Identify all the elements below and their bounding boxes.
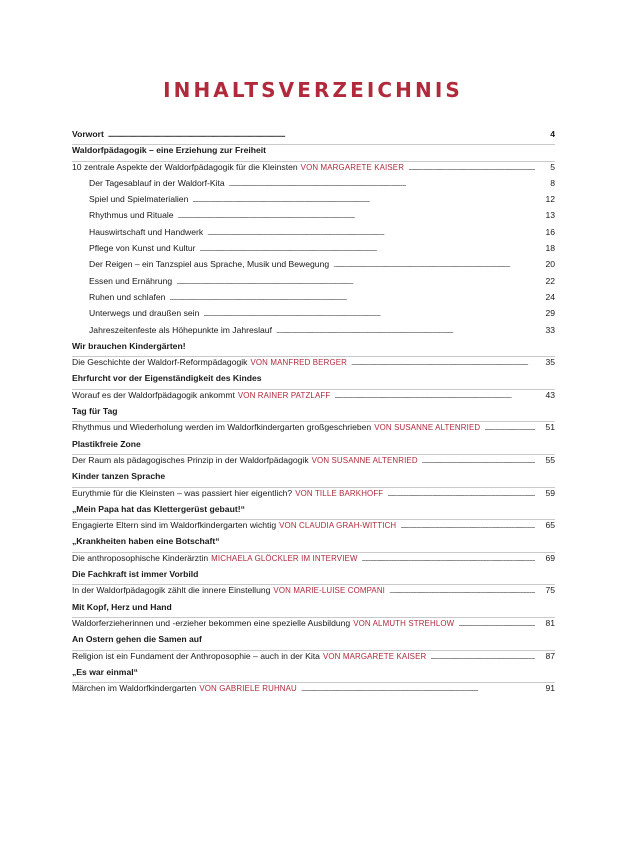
toc-entry — [72, 129, 555, 145]
toc-entry-title: Waldorferzieherinnen und -erzieher bekommen eine spezielle Ausbildung — [72, 617, 351, 628]
toc-entry-page: 81 — [545, 617, 555, 628]
toc-entry-title: Der Reigen – ein Tanzspiel aus Sprache, Musik und Bewegung — [89, 259, 330, 270]
toc-entry-page: 69 — [545, 552, 555, 563]
toc-entry-title: Rhythmus und Rituale — [89, 210, 174, 221]
toc-entry — [72, 210, 555, 226]
toc-entry — [72, 569, 555, 585]
table-of-contents — [72, 129, 555, 699]
dot-leader — [178, 211, 535, 220]
toc-entry — [72, 357, 555, 373]
toc-entry — [72, 178, 555, 194]
toc-entry-title: Ruhen und schlafen — [89, 291, 166, 302]
dot-leader — [351, 358, 535, 367]
toc-entry — [72, 618, 555, 634]
toc-entry-title: „Es war einmal“ — [72, 666, 138, 677]
dot-leader — [229, 179, 535, 188]
toc-entry-page: 33 — [545, 324, 555, 335]
toc-entry — [72, 276, 555, 292]
toc-entry-author: VON MARGARETE KAISER — [322, 651, 427, 661]
toc-entry-title: Jahreszeitenfeste als Höhepunkte im Jahreslauf — [89, 324, 272, 335]
toc-entry-title: Spiel und Spielmaterialien — [89, 194, 189, 205]
toc-entry-author: VON TILLE BARKHOFF — [295, 488, 384, 498]
dot-leader — [458, 619, 535, 628]
toc-entry-page: 12 — [545, 194, 555, 205]
toc-entry — [72, 406, 555, 422]
toc-entry-title: „Mein Papa hat das Klettergerüst gebaut!“ — [72, 503, 245, 514]
toc-entry-page: 16 — [545, 226, 555, 237]
dot-leader — [203, 309, 535, 318]
toc-entry-author: VON GABRIELE RUHNAU — [199, 684, 297, 694]
toc-entry — [72, 373, 555, 389]
toc-entry-title: Wir brauchen Kindergärten! — [72, 340, 186, 351]
toc-entry — [72, 683, 555, 699]
toc-entry-title: Rhythmus und Wiederholung werden im Waldorfkindergarten großgeschrieben — [72, 422, 372, 433]
dot-leader — [200, 244, 535, 253]
dot-leader — [484, 423, 535, 432]
dot-leader — [430, 652, 535, 661]
toc-entry-page: 75 — [545, 585, 555, 596]
toc-entry-title: Die Geschichte der Waldorf-Reformpädagogik — [72, 357, 248, 368]
dot-leader — [169, 293, 535, 302]
toc-entry — [72, 292, 555, 308]
dot-leader — [334, 391, 535, 400]
toc-entry-page: 18 — [545, 243, 555, 254]
toc-entry-title: Der Tagesablauf in der Waldorf-Kita — [89, 177, 225, 188]
dot-leader — [108, 130, 535, 139]
toc-entry — [72, 504, 555, 520]
toc-entry-author: VON RAINER PATZLAFF — [237, 390, 331, 400]
toc-entry-page: 13 — [545, 210, 555, 221]
toc-entry-page: 59 — [545, 487, 555, 498]
toc-entry — [72, 308, 555, 324]
toc-entry — [72, 455, 555, 471]
toc-entry-title: Religion ist ein Fundament der Anthroposophie – auch in der Kita — [72, 650, 320, 661]
dot-leader — [387, 489, 535, 498]
toc-entry-title: Waldorfpädagogik – eine Erziehung zur Freiheit — [72, 145, 267, 156]
toc-entry-title: Worauf es der Waldorfpädagogik ankommt — [72, 389, 235, 400]
toc-entry-author: VON MARIE-LUISE COMPANI — [273, 586, 386, 596]
toc-entry — [72, 536, 555, 552]
toc-entry-title: Hauswirtschaft und Handwerk — [89, 226, 204, 237]
toc-entry-title: Die Fachkraft ist immer Vorbild — [72, 569, 199, 580]
toc-entry-title: Tag für Tag — [72, 406, 118, 417]
toc-entry-page: 65 — [545, 520, 555, 531]
dot-leader — [400, 521, 535, 530]
toc-entry-title: Pflege von Kunst und Kultur — [89, 243, 196, 254]
dot-leader — [408, 163, 535, 172]
dot-leader — [301, 684, 535, 693]
toc-entry-page: 55 — [545, 454, 555, 465]
dot-leader — [362, 554, 535, 563]
toc-entry-author: VON MARGARETE KAISER — [300, 162, 405, 172]
dot-leader — [192, 195, 535, 204]
dot-leader — [176, 277, 535, 286]
toc-entry-author: VON SUSANNE ALTENRIED — [374, 423, 481, 433]
toc-entry-title: In der Waldorfpädagogik zählt die innere Einstellung — [72, 585, 271, 596]
toc-entry-title: An Ostern gehen die Samen auf — [72, 634, 202, 645]
toc-entry-title: Der Raum als pädagogisches Prinzip in der Waldorfpädagogik — [72, 454, 309, 465]
dot-leader — [333, 260, 535, 269]
toc-entry — [72, 145, 555, 161]
toc-entry — [72, 243, 555, 259]
toc-entry-page: 43 — [545, 389, 555, 400]
toc-entry — [72, 162, 555, 178]
toc-entry-page: 35 — [545, 357, 555, 368]
toc-entry — [72, 390, 555, 406]
toc-entry-page: 51 — [545, 422, 555, 433]
page-title: INHALTSVERZEICHNIS — [163, 78, 463, 102]
toc-entry-title: „Krankheiten haben eine Botschaft“ — [72, 536, 220, 547]
toc-entry-title: Ehrfurcht vor der Eigenständigkeit des Kindes — [72, 373, 262, 384]
toc-entry-page: 91 — [545, 683, 555, 694]
toc-entry — [72, 651, 555, 667]
toc-entry — [72, 194, 555, 210]
toc-entry-page: 87 — [545, 650, 555, 661]
dot-leader — [422, 456, 535, 465]
toc-entry-title: Mit Kopf, Herz und Hand — [72, 601, 172, 612]
toc-entry — [72, 585, 555, 601]
toc-entry — [72, 259, 555, 275]
toc-entry-title: Unterwegs und draußen sein — [89, 308, 200, 319]
toc-entry-title: 10 zentrale Aspekte der Waldorfpädagogik für die Kleinsten — [72, 161, 298, 172]
toc-entry-title: Essen und Ernährung — [89, 275, 173, 286]
toc-entry — [72, 422, 555, 438]
toc-entry-author: MICHAELA GLÖCKLER IM INTERVIEW — [211, 553, 358, 563]
toc-entry-author: VON ALMUTH STREHLOW — [353, 618, 455, 628]
toc-entry-title: Engagierte Eltern sind im Waldorfkindergarten wichtig — [72, 520, 277, 531]
toc-entry-author: VON MANFRED BERGER — [250, 358, 347, 368]
toc-entry-page: 29 — [545, 308, 555, 319]
toc-entry-title: Plastikfreie Zone — [72, 438, 141, 449]
toc-entry-author: VON CLAUDIA GRAH-WITTICH — [279, 521, 397, 531]
dot-leader — [207, 228, 535, 237]
toc-entry — [72, 325, 555, 341]
toc-entry-page: 8 — [550, 177, 555, 188]
toc-entry — [72, 553, 555, 569]
toc-entry — [72, 471, 555, 487]
toc-entry-page: 5 — [550, 161, 555, 172]
dot-leader — [389, 586, 535, 595]
toc-entry-title: Märchen im Waldorfkindergarten — [72, 683, 197, 694]
dot-leader — [276, 326, 535, 335]
toc-entry-title: Eurythmie für die Kleinsten – was passiert hier eigentlich? — [72, 487, 293, 498]
toc-entry — [72, 227, 555, 243]
toc-entry — [72, 520, 555, 536]
toc-entry-title: Kinder tanzen Sprache — [72, 471, 166, 482]
toc-entry-title: Die anthroposophische Kinderärztin — [72, 552, 209, 563]
toc-entry-page: 22 — [545, 275, 555, 286]
toc-entry — [72, 634, 555, 650]
toc-entry-page: 20 — [545, 259, 555, 270]
toc-entry-title: Vorwort — [72, 129, 104, 139]
toc-entry — [72, 439, 555, 455]
toc-entry — [72, 667, 555, 683]
toc-entry-page: 24 — [545, 291, 555, 302]
toc-entry-page: 4 — [550, 129, 555, 139]
toc-entry — [72, 488, 555, 504]
toc-entry-author: VON SUSANNE ALTENRIED — [311, 455, 418, 465]
toc-entry — [72, 602, 555, 618]
toc-entry — [72, 341, 555, 357]
